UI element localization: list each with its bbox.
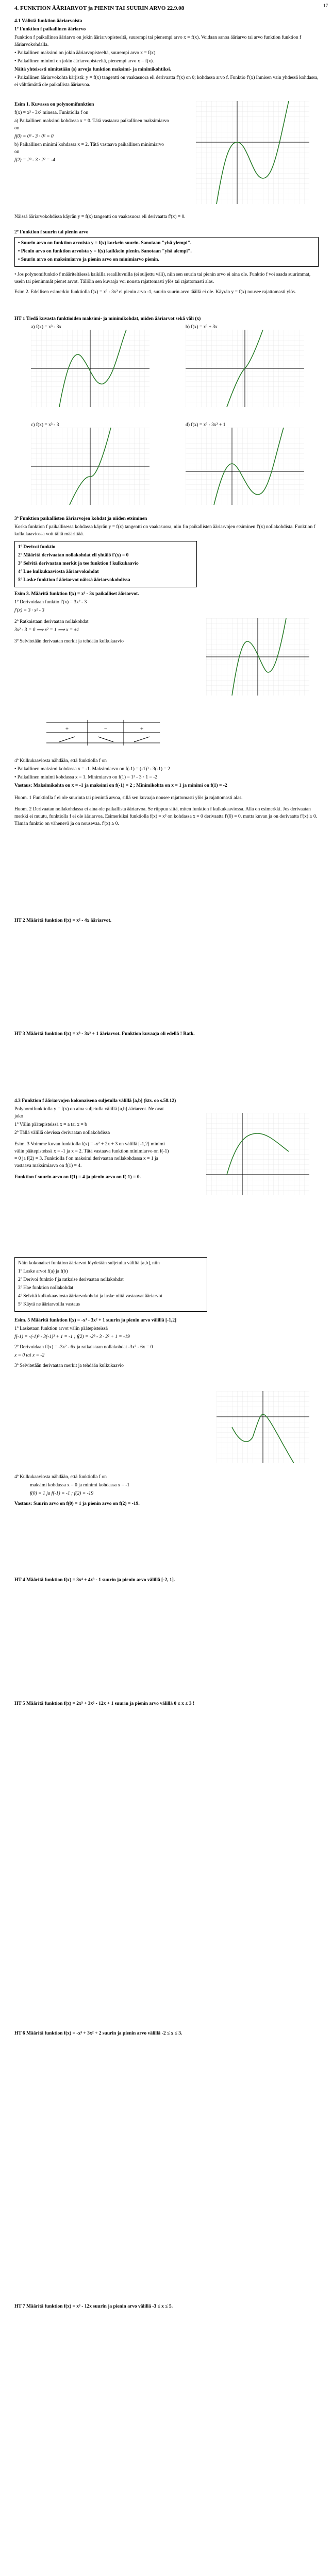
paragraph: Funktion f paikallinen ääriarvo on jokin ääriarvopisteeltä, suurempi tai pienempi arvo x = f(x). Voidaan sanoa ääriarvo tai arvo funktion funktion f ääriarvokohdalla. (14, 35, 302, 47)
paragraph: • Jos polynomifunktio f määriteltäessä kaikilla reaaliluvuilla (ei suljettu väli), niin sen suurin tai pienin arvo ei aina ole. Funktio f voi saada suurimmat, usein tai pienimmät pienet arvot. Tällöin sen kuvaaja voi nousta rajattomasti ylös tai rajattomasti alas. (14, 272, 311, 284)
paragraph: Näitä yhteisesti nimitetään (s) arvoja funktion maksimi- ja minimikohtiksi. (14, 67, 171, 72)
step: 2º Määritä derivaatan nollakohdat eli yhtälö f'(x) = 0 (18, 553, 129, 558)
example-title: Esim 3. Määritä funktion f(x) = x³ - 3x paikalliset ääriarvot. (14, 591, 139, 597)
paragraph: Polynomifunktiolla y = f(x) on aina suljetulla välillä [a,b] ääriarvot. Ne ovat joko (14, 1107, 164, 1119)
bullet: • Pienin arvo on funktion arvoista y = f(x) kaikkein pienin. Sanotaan "yhä alempi". (18, 249, 192, 254)
step: 4º Selvitä kulkukaaviosta ääriarvokohdat ja laske niitä vastaavat ääriarvot (18, 1294, 162, 1299)
graph-example-1 (196, 101, 309, 204)
example-1 (14, 101, 169, 165)
section-max-min (14, 229, 319, 297)
solution-step: 1º Derivoidaan funktio f'(x) = 3x² - 3 (14, 600, 87, 605)
solution-step: 2º Derivoidaan f'(x) = -3x² - 6x ja ratkaistaan nollakohdat -3x² - 6x = 0 (14, 1345, 153, 1350)
svg-text:+: + (140, 726, 144, 732)
formula: f(0) = 1 ja f(-1) = -1 ; f(2) = -19 (30, 1491, 94, 1496)
example-5-conclusion (14, 1473, 319, 1509)
graph-label: b) f(x) = x³ + 3x (186, 325, 218, 330)
solution-step: 4º Kulkukaaviosta nähdään, että funktiolla f on (14, 758, 107, 764)
formula: f(0) = 0³ - 3 · 0² = 0 (14, 134, 54, 139)
graph-example-4 (206, 1113, 309, 1195)
svg-text:+: + (65, 726, 69, 732)
sign-chart (31, 717, 165, 748)
bullet: • Paikallinen ääriarvokohta kärjistä: y = f(x) tangentti on vaakasuora eli derivaatta f'(x) on 0; kohdassa arvo f. Funktio f'(x) ihmisen vain yhdessä kohdassa, ei välttämättä ole paikallista ääriarvoa. (14, 75, 319, 88)
paragraph: f(x) = x³ - 3x² mineaa. Funktiolla f on (14, 110, 89, 115)
exercise-3 (14, 1030, 319, 1039)
exercise-6 (14, 2030, 319, 2038)
bullet: • Paikallinen maksimi kohdassa x = -1. Maksimiarvo on f(-1) = (-1)³ - 3(-1) = 2 (14, 767, 170, 772)
paragraph: Koska funktion f paikallisessa kohdassa käyrän y = f(x) tangentti on vaakasuora, niin f:n paikallisten ääriarvojen etsiminen f'(x) nollakohdista. Funktion f kulkukaaviossa voit tältä määrittää. (14, 524, 316, 537)
graph-label: d) f(x) = x³ - 3x² + 1 (186, 422, 226, 428)
graph-c (31, 422, 150, 505)
section-title: 4.3 Funktion f ääriarvojen kokonaisena suljetulla välillä [a,b] (kts. oo s.58.12) (14, 1098, 176, 1104)
step: Näin kokonaiset funktion ääriarvot löydetään suljetulta väliltä [a,b], niin (18, 1261, 160, 1266)
procedure-box-section (14, 1257, 319, 1370)
solution-step: 1º Lasketaan funktion arvot välin päätepisteissä (14, 1326, 108, 1331)
subtitle: 2º Funktion f suurin tai pienin arvo (14, 230, 89, 235)
exercise-7 (14, 2303, 319, 2311)
example-4: Esim. 3 Voimme kuvan funktiolla f(x) = -x² + 2x + 3 on välillä [-1,2] minimi välin päätepisteissä x = -1 ja x = 2. Tätä vastaava funktion minimiarvo on f(-1) = 0 ja f(2) = 3. Funktiolla f on maksimi derivaatan nollakohdassa x = 1 ja vastaava maksimiarvo on f(1) = 4. (14, 1142, 169, 1168)
formula: f'(x) = 3 · x² - 3 (14, 608, 44, 613)
solution-step: 3º Selvitetään derivaatan merkit ja tehdään kulkukaavio (14, 1363, 124, 1368)
page-title: 4. FUNKTION ÄÄRIARVOT ja PIENIN TAI SUURIN ARVO 22.9.08 (14, 5, 185, 11)
exercise-title: HT 6 Määritä funktion f(x) = -x³ + 3x² + 2 suurin ja pienin arvo välillä -2 ≤ x ≤ 3. (14, 2031, 182, 2036)
bullet: • Paikallinen minimi kohdassa x = 1. Minimiarvo on f(1) = 1³ - 3 · 1 = -2 (14, 775, 158, 780)
answer: Vastaus: Suurin arvo on f(0) = 1 ja pienin arvo on f(2) = -19. (14, 1501, 140, 1506)
bullet: • Paikallinen maksimi on jokin ääriarvopisteeltä, suurempi arvo x = f(x). (14, 50, 157, 56)
exercise-2 (14, 917, 319, 925)
step: 5º Laske funktion f ääriarvot näissä ääriarvokohdissa (18, 578, 130, 583)
solution-step: 3º Selvitetään derivaatan merkit ja tehdään kulkukaavio (14, 639, 124, 644)
answer: Funktion f suurin arvo on f(1) = 4 ja pienin arvo on f(-1) = 0. (14, 1175, 141, 1180)
solution-step: 2º Ratkaistaan derivaatan nollakohdat (14, 619, 89, 624)
bullet: • Suurin arvo on maksimiarvo ja pienin arvo on minimiarvo pienin. (18, 257, 159, 262)
exercise-4 (14, 1577, 319, 1585)
formula: x = 0 tai x = -2 (14, 1353, 45, 1358)
exercise-title: HT 4 Määritä funktion f(x) = 3x⁴ + 4x³ - 1 suurin ja pienin arvo välillä [-2, 1]. (14, 1578, 175, 1583)
exercise-title: HT 3 Määritä funktion f(x) = x³ - 3x² + 1 ääriarvot. Funktion kuvaaja oli edellä ! Ratk. (14, 1031, 195, 1037)
graph-b (186, 325, 304, 407)
graph-label: a) f(x) = x³ - 3x (31, 325, 62, 330)
steps-box (14, 541, 197, 587)
exercise-title: HT 2 Määritä funktion f(x) = x² - 4x ääriarvot. (14, 918, 112, 923)
section-4-3 (14, 1097, 176, 1182)
subtitle: 3º Funktion paikallisten ääriarvojen kohdat ja niiden etsiminen (14, 516, 147, 521)
formula: 3x² - 3 = 0 ⟹ x² = 1 ⟹ x = ±1 (14, 628, 79, 633)
exercise-title: HT 1 Tiedä kuvasta funktioiden maksimi- ja minimikohdat, niiden ääriarvot sekä väli (x) (14, 316, 201, 321)
section-4-1 (14, 18, 319, 90)
bullet: 1º Välin päätepisteissä x = a tai x = b (14, 1122, 87, 1127)
bullet: • Paikallinen minimi on jokin ääriarvopisteeltä, pienempi arvo x = f(x). (14, 59, 154, 64)
step: 2º Derivoi funktio f ja ratkaise derivaatan nollakohdat (18, 1277, 124, 1282)
exercise-title: HT 7 Määritä funktion f(x) = x³ - 12x suurin ja pienin arvo välillä -3 ≤ x ≤ 5. (14, 2304, 173, 2309)
graph-label: c) f(x) = x³ - 3 (31, 422, 59, 428)
step: 3º Selvitä derivaatan merkit ja tee funktion f kulkukaavio (18, 561, 139, 566)
step: 5º Käytä ne ääriarvoilla vastaus (18, 1302, 80, 1307)
solution-step: maksimi kohdassa x = 0 ja minimi kohdassa x = -1 (30, 1483, 130, 1488)
paragraph: b) Paikallinen minimi kohdassa x = 2. Tätä vastaava paikallinen minimiarvo on (14, 142, 164, 155)
svg-text:−: − (104, 726, 108, 732)
section-title: 4.1 Välistä funktion ääriarvoista (14, 19, 82, 24)
paragraph: a) Paikallinen maksimi kohdassa x = 0. Tätä vastaava paikallinen maksimiarvo on (14, 118, 169, 131)
procedure-box (14, 1257, 207, 1312)
example-title: Esim 1. Kuvassa on polynomifunktion (14, 102, 94, 107)
graph-d (186, 422, 304, 505)
note: Huom. 1 Funktiolla f ei ole suurinta tai pienintä arvoa, sillä sen kuvaaja nousee rajattomasti ylös ja rajattomasti alas. (14, 795, 243, 801)
paragraph: Näissä ääriarvokohdissa käyrän y = f(x) tangentti on vaakasuora eli derivaatta f'(x) = 0. (14, 214, 186, 219)
exercise-5 (14, 1700, 319, 1708)
subtitle: 1º Funktion f paikallinen ääriarvo (14, 27, 86, 32)
bullet: 2º Tällä välillä olevissa derivaatan nollakohdissa (14, 1130, 110, 1136)
step: 1º Laske arvot f(a) ja f(b) (18, 1269, 68, 1274)
formula: f(-1) = -(-1)³ - 3(-1)² + 1 = -1 ; f(2) = -2³ - 3 · 2² + 1 = -19 (14, 1334, 130, 1340)
formula: f(2) = 2³ - 3 · 2² = -4 (14, 158, 55, 163)
exercise-title: HT 5 Määritä funktion f(x) = 2x³ + 3x² - 12x + 1 suurin ja pienin arvo välillä 0 ≤ x ≤ 3 ! (14, 1701, 195, 1706)
step: 3º Hae funktion nollakohdat (18, 1285, 74, 1291)
page-number: 17 (323, 3, 328, 8)
graph-a (31, 325, 150, 407)
example-2: Esim 2. Edellisen esimerkin funktiolla f(x) = x³ - 3x² ei pienin arvo -1, suurin suurin arvo täällä ei ole. Käyrän y = f(x) nousee rajattomasti ylös. (14, 290, 296, 295)
example-1-conclusion (14, 213, 319, 222)
example-3-conclusion (14, 757, 319, 828)
graph-example-3 (206, 618, 309, 696)
note: Huom. 2 Derivaatan nollakohdassa ei aina ole paikallista ääriarvoa. Se riippuu siitä, miten funktion f kulkukaaviossa. Alla on esimerkki. Jos derivaatan merkki ei muutu, funktiolla f ei ole ääriarvoa. Esimerkiksi funktiolla f(x) = x³ on kohdassa x = 0 derivaatta f'(0) = 0, mutta kuvan ja on derivaatta f'(x) ≥ 0. Tämän funktio on vähenevä ja on nousevaa. f'(x) ≥ 0. (14, 807, 318, 826)
graph-example-5 (217, 1391, 309, 1463)
example-title: Esim. 5 Määritä funktion f(x) = -x³ - 3x² + 1 suurin ja pienin arvo välillä [-1,2] (14, 1318, 177, 1323)
bullet: • Suurin arvo on funktion arvoista y = f(x) korkein suurin. Sanotaan "yhä ylempi". (18, 241, 192, 246)
step: 4º Lue kulkukaaviosta ääriarvokohdat (18, 569, 99, 574)
definition-box (14, 237, 319, 267)
exercise-1 (14, 315, 319, 324)
answer: Vastaus: Maksimikohta on x = -1 ja maksimi on f(-1) = 2 ; Minimikohta on x = 1 ja minimi on f(1) = -2 (14, 783, 227, 788)
solution-step: 4º Kulkukaaviosta nähdään, että funktiolla f on (14, 1475, 107, 1480)
step: 1º Derivoi funktio (18, 545, 56, 550)
